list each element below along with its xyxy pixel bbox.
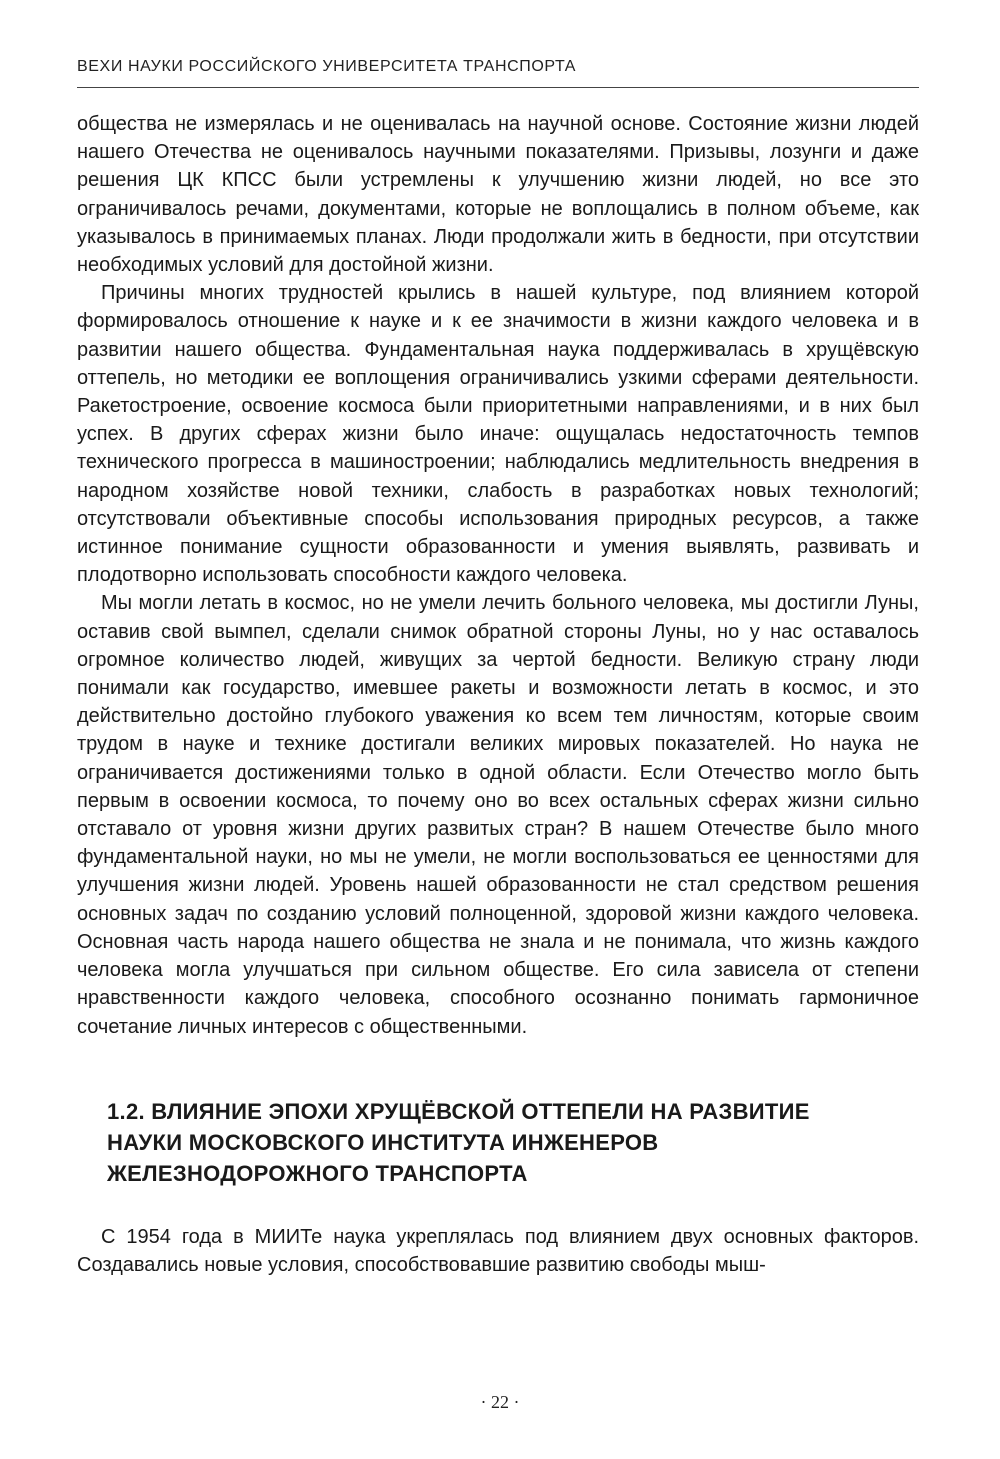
paragraph-1: общества не измерялась и не оценивалась на научной основе. Состояние жизни людей нашего Отечества не оценивалось научными показателями. Призывы, лозунги и даже решения ЦК КПСС были устремлены к улучшению жизни людей, но все это ограничивалось речами, документами, которые не воплощались в полном объеме, как указывалось в принимаемых планах. Люди продолжали жить в бедности, при отсутствии необходимых условий для достойной жизни. xyxy=(77,113,919,277)
header-rule xyxy=(77,87,919,88)
section-heading-line-1: 1.2. ВЛИЯНИЕ ЭПОХИ ХРУЩЁВСКОЙ ОТТЕПЕЛИ НА РАЗВИТИЕ xyxy=(107,1098,810,1124)
section-heading xyxy=(107,1096,919,1189)
page-content xyxy=(77,110,919,1279)
section-paragraph: С 1954 года в МИИТе наука укреплялась под влиянием двух основных факторов. Создавались новые условия, способствовавшие развитию свободы мыш- xyxy=(77,1225,919,1276)
page-number: · 22 · xyxy=(480,1392,520,1412)
running-header: ВЕХИ НАУКИ РОССИЙСКОГО УНИВЕРСИТЕТА ТРАНСПОРТА xyxy=(77,58,577,75)
section-heading-line-3: ЖЕЛЕЗНОДОРОЖНОГО ТРАНСПОРТА xyxy=(107,1160,528,1186)
paragraph-2: Причины многих трудностей крылись в нашей культуре, под влиянием которой формировалось отношение к науке и к ее значимости в жизни каждого человека и в развитии нашего общества. Фундаментальная наука поддерживалась в хрущёвскую оттепель, но методики ее воплощения ограничивались узкими сферами деятельности. Ракетостроение, освоение космоса были приоритетными направлениями, и в них был успех. В других сферах жизни было иначе: ощущалась недостаточность темпов технического прогресса в машиностроении; наблюдались медлительность внедрения в народном хозяйстве новой техники, слабость в разработках новых технологий; отсутствовали объективные способы использования природных ресурсов, а также истинное понимание сущности образованности и умения выявлять, развивать и плодотворно использовать способности каждого человека. xyxy=(77,282,919,587)
section-heading-line-2: НАУКИ МОСКОВСКОГО ИНСТИТУТА ИНЖЕНЕРОВ xyxy=(107,1129,659,1155)
paragraph-3: Мы могли летать в космос, но не умели лечить больного человека, мы достигли Луны, оставив свой вымпел, сделали снимок обратной стороны Луны, но у нас оставалось огромное количество людей, живущих за чертой бедности. Великую страну люди понимали как государство, имевшее ракеты и возможности летать в космос, и это действительно достойно глубокого уважения ко всем тем личностям, которые своим трудом в науке и технике достигали великих мировых показателей. Но наука не ограничивается достижениями только в одной области. Если Отечество могло быть первым в освоении космоса, то почему оно во всех остальных сферах жизни сильно отставало от уровня жизни других развитых стран? В нашем Отечестве было много фундаментальной науки, но мы не умели, не могли воспользоваться ее ценностями для улучшения жизни людей. Уровень нашей образованности не стал средством решения основных задач по созданию условий полноценной, здоровой жизни каждого человека. Основная часть народа нашего общества не знала и не понимала, что жизнь каждого человека могла улучшаться при сильном обществе. Его сила зависела от степени нравственности каждого человека, способного осознанно понимать гармоничное сочетание личных интересов с общественными. xyxy=(77,592,919,1038)
